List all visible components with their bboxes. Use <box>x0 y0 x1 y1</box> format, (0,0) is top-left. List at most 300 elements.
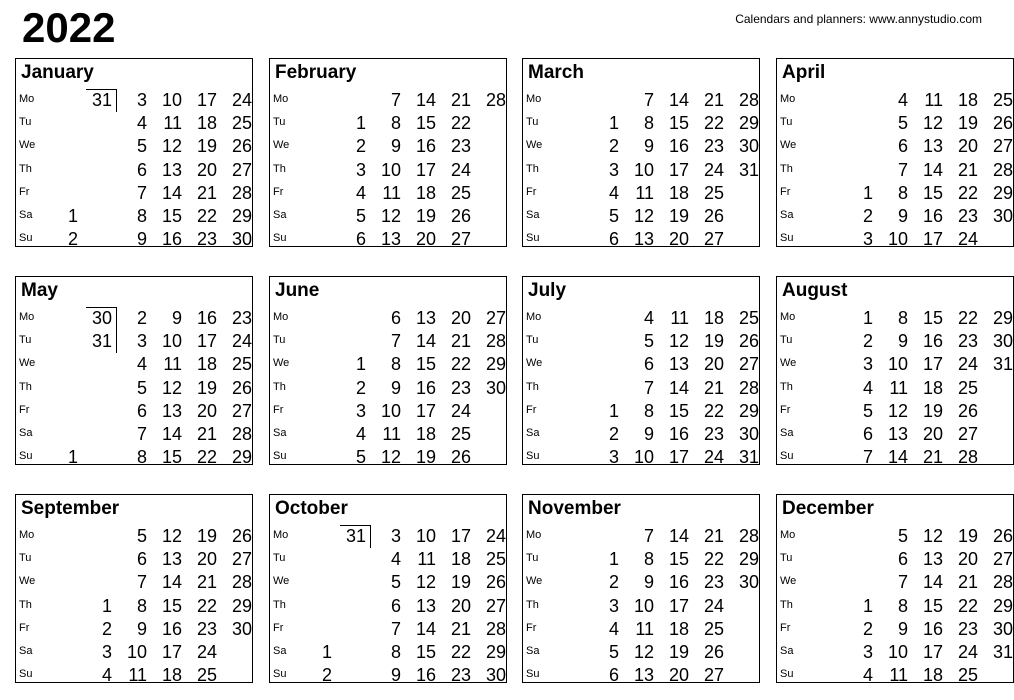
day-number: 22 <box>450 642 471 662</box>
day-number: 26 <box>992 113 1013 134</box>
weekday-label: Tu <box>19 334 32 347</box>
day-number: 19 <box>196 136 217 157</box>
day-number: 21 <box>196 182 217 203</box>
day-number: 28 <box>231 424 252 444</box>
day-number: 4 <box>355 182 366 203</box>
day-number: 10 <box>887 354 908 375</box>
day-number: 27 <box>231 159 252 180</box>
weekday-label: Tu <box>19 552 32 565</box>
day-number: 8 <box>643 113 654 134</box>
day-number: 14 <box>161 424 182 444</box>
weekday-label: Mo <box>526 311 542 323</box>
wrap-bracket-vertical <box>370 525 371 548</box>
day-number: 17 <box>668 447 689 468</box>
day-number: 1 <box>67 206 78 226</box>
day-number: 14 <box>415 90 436 110</box>
month-name: January <box>21 62 94 83</box>
weekday-label: Sa <box>19 645 33 657</box>
day-number: 19 <box>450 572 471 593</box>
day-number: 2 <box>136 308 147 328</box>
day-number: 25 <box>450 182 471 203</box>
day-number: 17 <box>415 159 436 180</box>
day-number: 28 <box>957 447 978 468</box>
day-number: 16 <box>668 136 689 157</box>
day-number: 14 <box>415 331 436 352</box>
day-number: 29 <box>738 113 759 134</box>
day-number: 16 <box>922 331 943 352</box>
day-number: 23 <box>196 618 217 639</box>
day-number: 19 <box>196 377 217 398</box>
month-name: August <box>782 280 848 301</box>
day-number: 5 <box>136 526 147 546</box>
day-number: 11 <box>163 354 182 375</box>
calendar-year-title: 2022 <box>22 4 116 51</box>
day-number: 5 <box>136 377 147 398</box>
day-number: 2 <box>101 618 112 639</box>
day-number: 11 <box>382 182 401 203</box>
day-number: 1 <box>608 400 619 421</box>
day-number: 15 <box>922 182 943 203</box>
day-number: 2 <box>608 136 619 157</box>
day-number: 25 <box>957 665 978 686</box>
day-number: 4 <box>136 113 147 134</box>
day-number: 15 <box>415 113 436 134</box>
day-number: 5 <box>390 572 401 593</box>
day-number: 2 <box>355 377 366 398</box>
day-number: 21 <box>703 526 724 546</box>
day-number: 23 <box>957 206 978 226</box>
weekday-label: Tu <box>273 334 286 347</box>
day-number: 10 <box>161 331 182 352</box>
day-number: 31 <box>738 447 759 468</box>
day-number: 3 <box>355 400 366 421</box>
weekday-label: Tu <box>526 334 539 347</box>
day-number: 30 <box>91 308 112 328</box>
day-number: 23 <box>196 229 217 250</box>
day-number: 28 <box>231 572 252 593</box>
day-number: 16 <box>668 424 689 444</box>
day-number: 22 <box>450 354 471 375</box>
weekday-label: Mo <box>526 529 542 541</box>
day-number: 4 <box>862 665 873 686</box>
day-number: 18 <box>161 665 182 686</box>
weekday-label: We <box>19 139 36 152</box>
weekday-label: Fr <box>273 403 284 416</box>
day-number: 1 <box>862 595 873 616</box>
day-number: 1 <box>355 354 366 375</box>
day-number: 26 <box>957 400 978 421</box>
day-number: 25 <box>485 549 506 570</box>
day-number: 8 <box>897 182 908 203</box>
day-number: 6 <box>390 308 401 328</box>
day-number: 22 <box>196 447 217 468</box>
day-number: 23 <box>957 331 978 352</box>
day-number: 19 <box>415 206 436 226</box>
day-number: 25 <box>992 90 1013 110</box>
weekday-label: Fr <box>526 185 537 198</box>
day-number: 13 <box>922 136 943 157</box>
weekday-label: Tu <box>780 334 793 347</box>
month-december <box>776 494 1014 686</box>
day-number: 9 <box>171 308 182 328</box>
day-number: 27 <box>450 229 471 250</box>
day-number: 27 <box>738 354 759 375</box>
weekday-label: We <box>19 357 36 370</box>
day-number: 19 <box>957 526 978 546</box>
day-number: 13 <box>887 424 908 444</box>
day-number: 19 <box>668 642 689 662</box>
day-number: 15 <box>161 595 182 616</box>
day-number: 17 <box>922 229 943 250</box>
day-number: 12 <box>633 642 654 662</box>
day-number: 17 <box>196 90 217 110</box>
day-number: 9 <box>643 424 654 444</box>
month-name: May <box>21 280 58 301</box>
day-number: 22 <box>957 308 978 328</box>
day-number: 23 <box>703 136 724 157</box>
day-number: 12 <box>633 206 654 226</box>
day-number: 24 <box>957 642 978 662</box>
month-february <box>269 58 507 250</box>
day-number: 12 <box>380 447 401 468</box>
day-number: 25 <box>703 618 724 639</box>
day-number: 7 <box>136 182 147 203</box>
day-number: 13 <box>380 229 401 250</box>
day-number: 15 <box>668 549 689 570</box>
weekday-label: Mo <box>780 311 796 323</box>
day-number: 15 <box>161 206 182 226</box>
day-number: 8 <box>643 400 654 421</box>
day-number: 11 <box>635 182 654 203</box>
day-number: 7 <box>390 331 401 352</box>
day-number: 11 <box>889 377 908 398</box>
weekday-label: Fr <box>526 621 537 634</box>
weekday-label: We <box>273 357 290 370</box>
day-number: 13 <box>161 549 182 570</box>
day-number: 11 <box>670 308 689 328</box>
day-number: 17 <box>415 400 436 421</box>
day-number: 31 <box>992 642 1013 662</box>
weekday-label: Th <box>273 598 286 611</box>
weekday-label: Sa <box>526 645 540 657</box>
month-september <box>15 494 253 686</box>
day-number: 10 <box>380 159 401 180</box>
day-number: 3 <box>136 331 147 352</box>
weekday-label: Mo <box>273 93 289 105</box>
day-number: 26 <box>992 526 1013 546</box>
day-number: 25 <box>957 377 978 398</box>
weekday-label: Mo <box>19 529 35 541</box>
month-march <box>522 58 760 250</box>
day-number: 5 <box>608 206 619 226</box>
day-number: 23 <box>957 618 978 639</box>
day-number: 20 <box>450 595 471 616</box>
day-number: 3 <box>608 447 619 468</box>
day-number: 29 <box>485 642 506 662</box>
day-number: 16 <box>668 572 689 593</box>
day-number: 24 <box>703 159 724 180</box>
day-number: 10 <box>126 642 147 662</box>
day-number: 29 <box>231 595 252 616</box>
day-number: 12 <box>922 526 943 546</box>
day-number: 19 <box>703 331 724 352</box>
weekday-label: Sa <box>526 427 540 439</box>
day-number: 31 <box>345 526 366 546</box>
day-number: 14 <box>668 526 689 546</box>
day-number: 28 <box>992 572 1013 593</box>
day-number: 9 <box>390 665 401 686</box>
day-number: 7 <box>643 526 654 546</box>
day-number: 2 <box>862 618 873 639</box>
weekday-label: We <box>780 357 797 370</box>
day-number: 25 <box>231 354 252 375</box>
day-number: 8 <box>643 549 654 570</box>
day-number: 29 <box>992 595 1013 616</box>
day-number: 17 <box>668 159 689 180</box>
day-number: 8 <box>136 447 147 468</box>
day-number: 6 <box>136 549 147 570</box>
day-number: 30 <box>992 618 1013 639</box>
weekday-label: Fr <box>273 621 284 634</box>
day-number: 8 <box>390 354 401 375</box>
weekday-label: Th <box>526 598 539 611</box>
day-number: 17 <box>922 354 943 375</box>
day-number: 12 <box>380 206 401 226</box>
day-number: 20 <box>668 665 689 686</box>
weekday-label: Mo <box>780 93 796 105</box>
day-number: 20 <box>703 354 724 375</box>
weekday-label: Su <box>273 232 287 245</box>
day-number: 7 <box>897 572 908 593</box>
day-number: 6 <box>136 400 147 421</box>
day-number: 20 <box>957 549 978 570</box>
day-number: 14 <box>415 618 436 639</box>
day-number: 13 <box>668 354 689 375</box>
weekday-label: Sa <box>19 427 33 439</box>
day-number: 18 <box>196 354 217 375</box>
day-number: 3 <box>608 595 619 616</box>
day-number: 6 <box>608 665 619 686</box>
day-number: 23 <box>450 377 471 398</box>
day-number: 24 <box>703 447 724 468</box>
weekday-label: Th <box>19 598 32 611</box>
weekday-label: We <box>19 575 36 588</box>
weekday-label: Tu <box>780 116 793 129</box>
day-number: 14 <box>668 377 689 398</box>
day-number: 21 <box>957 159 978 180</box>
day-number: 15 <box>161 447 182 468</box>
month-may <box>15 276 253 468</box>
day-number: 1 <box>608 549 619 570</box>
day-number: 9 <box>643 136 654 157</box>
weekday-label: Fr <box>780 185 791 198</box>
day-number: 10 <box>887 642 908 662</box>
day-number: 6 <box>136 159 147 180</box>
day-number: 18 <box>668 182 689 203</box>
day-number: 14 <box>161 182 182 203</box>
credit-text: Calendars and planners: www.annystudio.com <box>735 12 982 26</box>
day-number: 14 <box>161 572 182 593</box>
day-number: 4 <box>862 377 873 398</box>
weekday-label: Tu <box>780 552 793 565</box>
day-number: 9 <box>390 136 401 157</box>
day-number: 18 <box>415 182 436 203</box>
day-number: 14 <box>668 90 689 110</box>
day-number: 5 <box>862 400 873 421</box>
day-number: 11 <box>924 90 943 110</box>
day-number: 20 <box>922 424 943 444</box>
day-number: 16 <box>415 665 436 686</box>
day-number: 23 <box>703 424 724 444</box>
day-number: 7 <box>136 572 147 593</box>
day-number: 12 <box>415 572 436 593</box>
day-number: 9 <box>643 572 654 593</box>
day-number: 2 <box>608 424 619 444</box>
day-number: 2 <box>355 136 366 157</box>
weekday-label: Fr <box>780 621 791 634</box>
weekday-label: Su <box>526 232 540 245</box>
weekday-label: Su <box>780 668 794 681</box>
day-number: 21 <box>703 90 724 110</box>
day-number: 17 <box>161 642 182 662</box>
weekday-label: Su <box>780 450 794 463</box>
day-number: 18 <box>703 308 724 328</box>
day-number: 4 <box>643 308 654 328</box>
day-number: 31 <box>91 90 112 110</box>
day-number: 1 <box>862 182 873 203</box>
day-number: 5 <box>355 206 366 226</box>
day-number: 8 <box>390 642 401 662</box>
day-number: 10 <box>633 447 654 468</box>
weekday-label: Fr <box>526 403 537 416</box>
day-number: 22 <box>450 113 471 134</box>
day-number: 20 <box>415 229 436 250</box>
weekday-label: Sa <box>780 427 794 439</box>
month-name: November <box>528 498 621 519</box>
day-number: 30 <box>231 618 252 639</box>
day-number: 9 <box>136 229 147 250</box>
day-number: 11 <box>382 424 401 444</box>
day-number: 6 <box>862 424 873 444</box>
day-number: 25 <box>703 182 724 203</box>
day-number: 19 <box>668 206 689 226</box>
day-number: 28 <box>992 159 1013 180</box>
month-name: March <box>528 62 584 83</box>
day-number: 3 <box>862 642 873 662</box>
day-number: 13 <box>922 549 943 570</box>
day-number: 18 <box>196 113 217 134</box>
weekday-label: Sa <box>526 209 540 221</box>
weekday-label: Mo <box>273 311 289 323</box>
month-name: September <box>21 498 120 519</box>
day-number: 18 <box>668 618 689 639</box>
day-number: 2 <box>67 229 78 250</box>
day-number: 27 <box>485 308 506 328</box>
day-number: 21 <box>450 618 471 639</box>
day-number: 1 <box>608 113 619 134</box>
day-number: 31 <box>992 354 1013 375</box>
day-number: 23 <box>703 572 724 593</box>
day-number: 10 <box>161 90 182 110</box>
day-number: 15 <box>922 308 943 328</box>
day-number: 3 <box>136 90 147 110</box>
month-june <box>269 276 507 468</box>
day-number: 22 <box>703 113 724 134</box>
day-number: 4 <box>897 90 908 110</box>
weekday-label: Sa <box>273 645 287 657</box>
weekday-label: Mo <box>526 93 542 105</box>
month-july <box>522 276 760 468</box>
month-october <box>269 494 507 686</box>
day-number: 21 <box>922 447 943 468</box>
day-number: 24 <box>450 159 471 180</box>
weekday-label: Su <box>273 450 287 463</box>
weekday-label: Su <box>19 668 33 681</box>
day-number: 13 <box>415 595 436 616</box>
weekday-label: Th <box>780 162 793 175</box>
day-number: 9 <box>390 377 401 398</box>
day-number: 18 <box>922 665 943 686</box>
month-name: February <box>275 62 357 83</box>
weekday-label: We <box>273 139 290 152</box>
weekday-label: Th <box>780 380 793 393</box>
day-number: 20 <box>196 159 217 180</box>
weekday-label: We <box>526 357 543 370</box>
day-number: 20 <box>957 136 978 157</box>
day-number: 20 <box>196 549 217 570</box>
day-number: 20 <box>196 400 217 421</box>
day-number: 7 <box>136 424 147 444</box>
day-number: 1 <box>67 447 78 468</box>
day-number: 1 <box>101 595 112 616</box>
day-number: 10 <box>415 526 436 546</box>
weekday-label: Su <box>19 450 33 463</box>
day-number: 11 <box>417 549 436 570</box>
day-number: 27 <box>703 665 724 686</box>
day-number: 7 <box>390 90 401 110</box>
day-number: 30 <box>992 331 1013 352</box>
day-number: 16 <box>196 308 217 328</box>
day-number: 6 <box>643 354 654 375</box>
day-number: 29 <box>485 354 506 375</box>
day-number: 26 <box>485 572 506 593</box>
day-number: 4 <box>136 354 147 375</box>
day-number: 6 <box>390 595 401 616</box>
day-number: 7 <box>643 90 654 110</box>
day-number: 5 <box>897 113 908 134</box>
day-number: 24 <box>703 595 724 616</box>
day-number: 4 <box>355 424 366 444</box>
day-number: 12 <box>922 113 943 134</box>
day-number: 18 <box>415 424 436 444</box>
day-number: 22 <box>703 400 724 421</box>
day-number: 29 <box>738 400 759 421</box>
month-name: April <box>782 62 826 83</box>
wrap-bracket-top <box>340 525 370 526</box>
day-number: 26 <box>738 331 759 352</box>
day-number: 2 <box>321 665 332 686</box>
day-number: 23 <box>231 308 252 328</box>
day-number: 7 <box>862 447 873 468</box>
day-number: 17 <box>450 526 471 546</box>
day-number: 30 <box>485 665 506 686</box>
day-number: 26 <box>231 526 252 546</box>
day-number: 30 <box>738 572 759 593</box>
day-number: 10 <box>887 229 908 250</box>
day-number: 24 <box>196 642 217 662</box>
day-number: 28 <box>231 182 252 203</box>
day-number: 27 <box>231 549 252 570</box>
